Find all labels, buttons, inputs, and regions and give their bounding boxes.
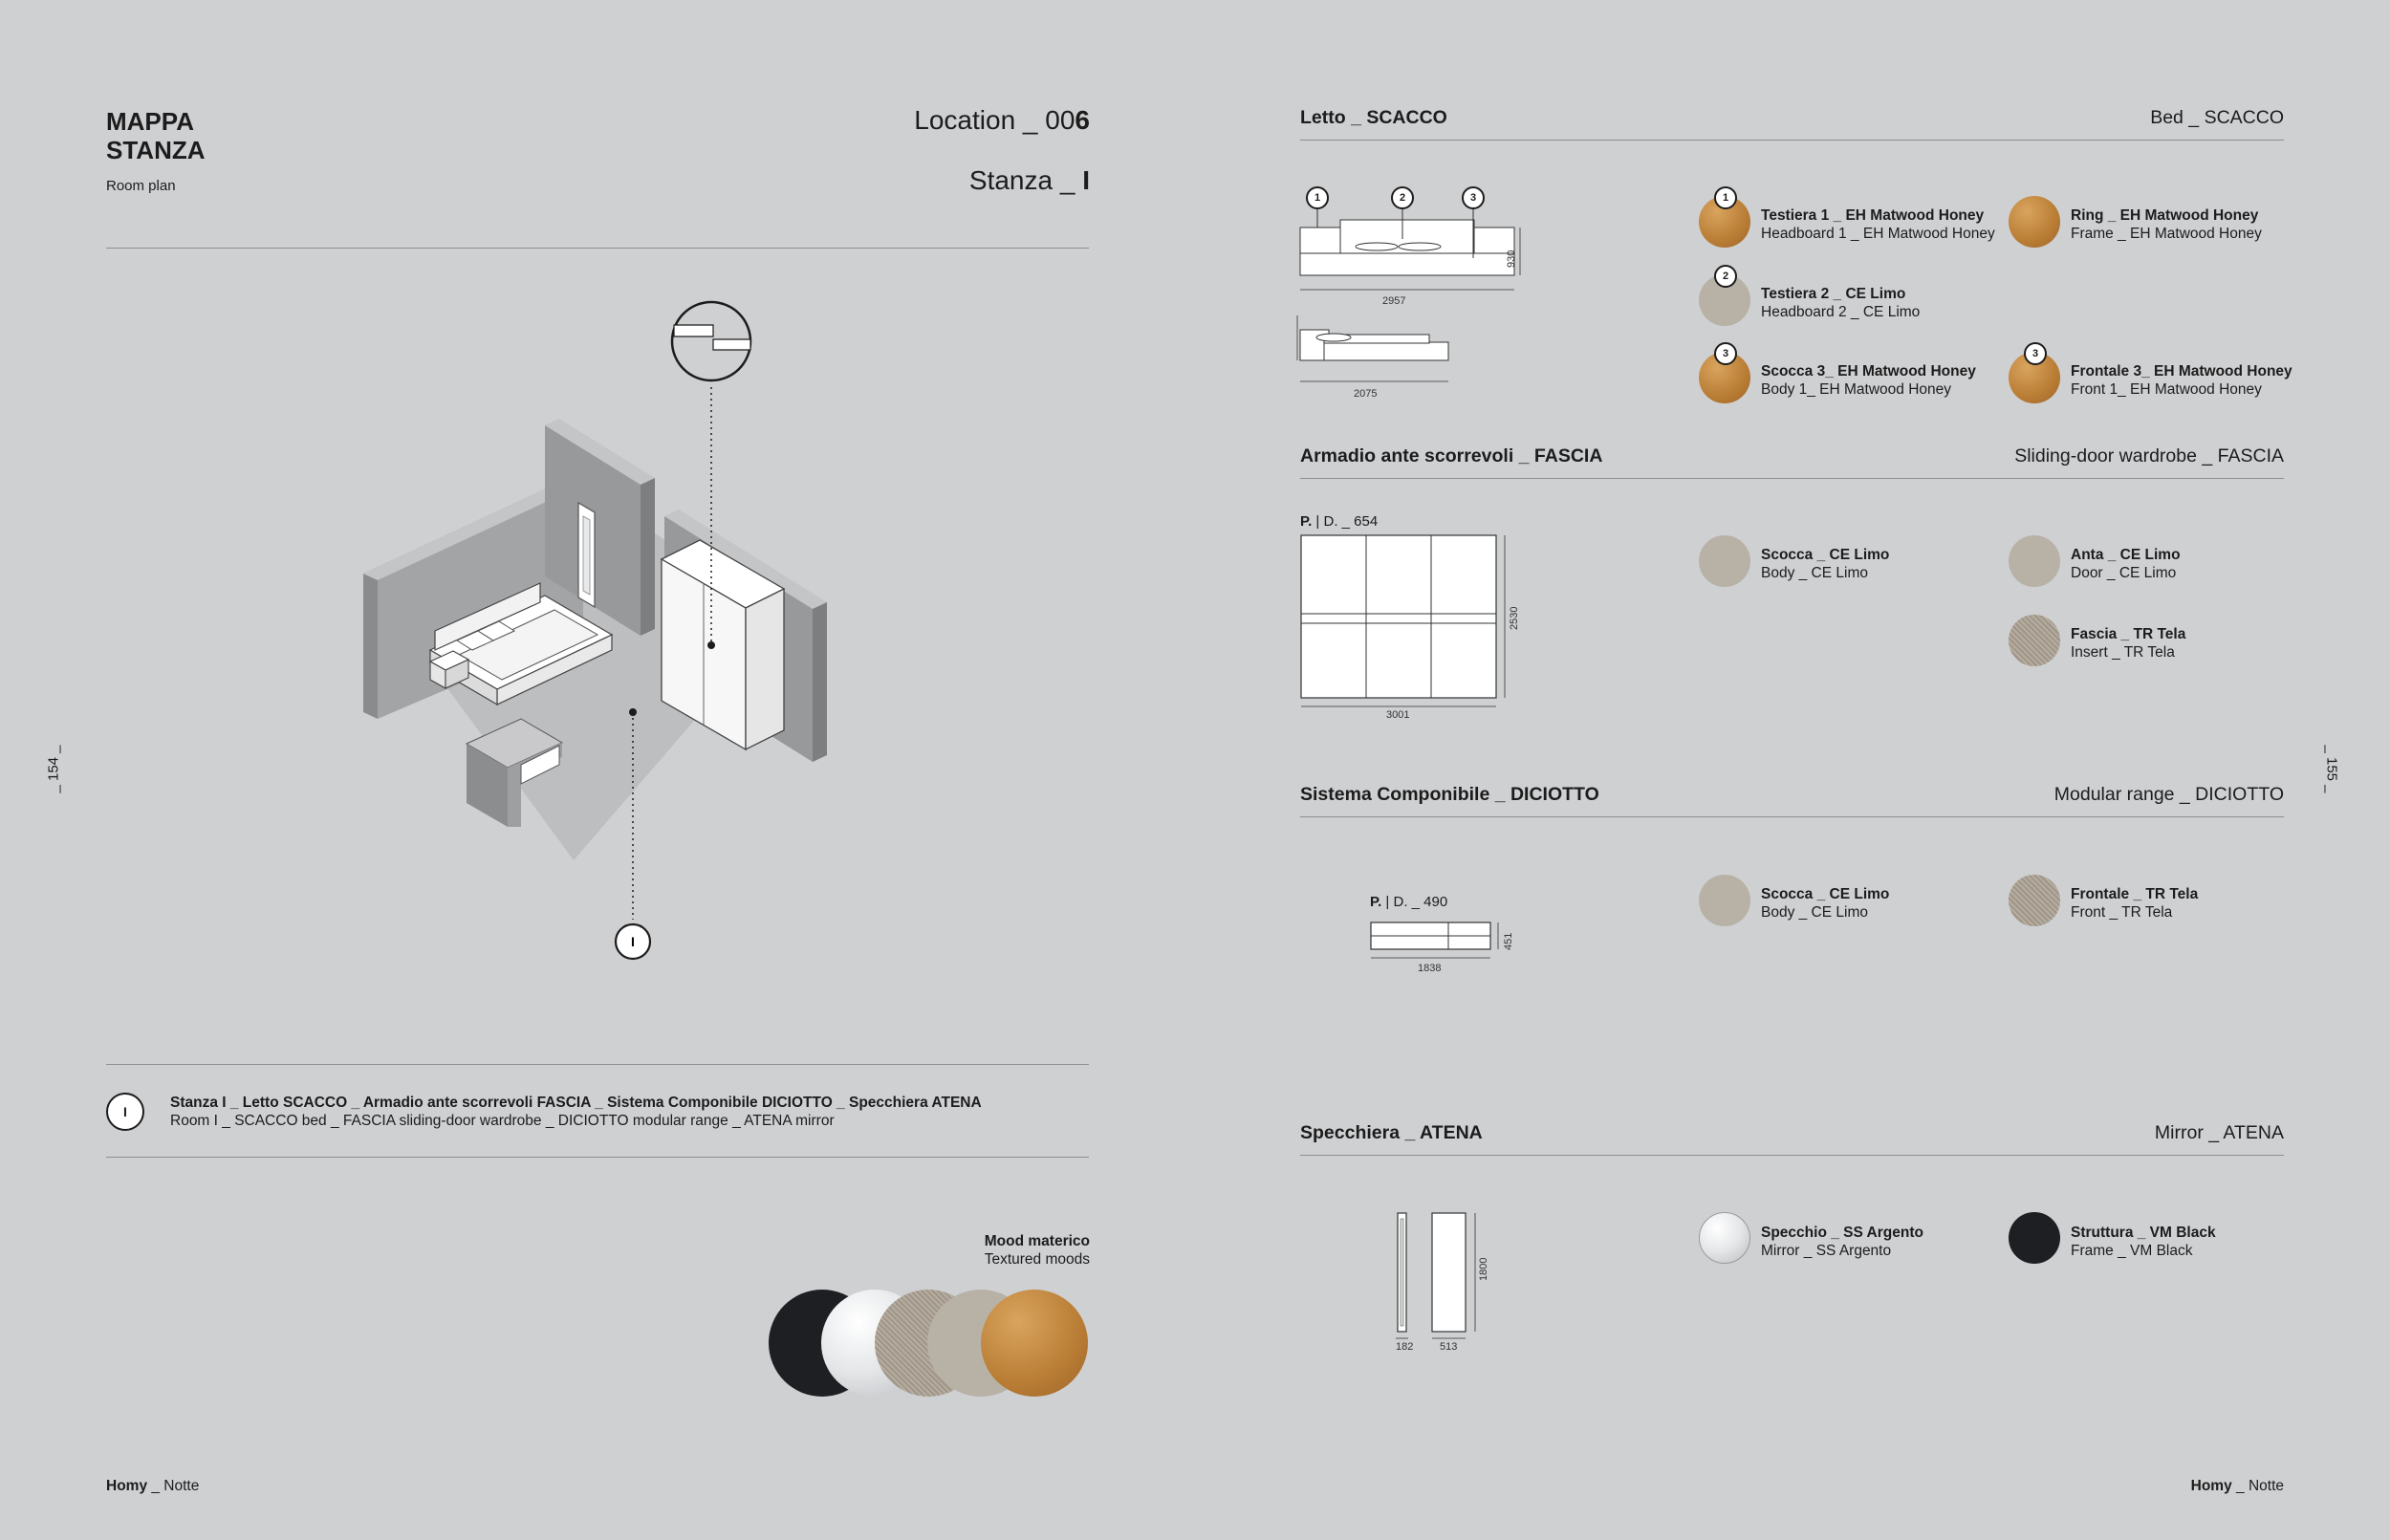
material-sub: Frame _ VM Black: [2071, 1243, 2193, 1259]
location-label: [822, 105, 1090, 136]
wardrobe-dim-width: 3001: [1386, 709, 1410, 721]
wardrobe-depth: [1300, 513, 1378, 530]
swatch-mirror-struttura: [2009, 1212, 2060, 1264]
material-name: Specchio _ SS Argento: [1761, 1225, 1923, 1241]
mood-swatch-wood: [981, 1290, 1088, 1397]
room-marker-label: I: [631, 934, 635, 949]
modular-divider: [1300, 816, 2284, 817]
swatch-wardrobe-fascia: [2009, 615, 2060, 666]
material-sub: Door _ CE Limo: [2071, 565, 2177, 581]
modular-depth-value: | D. _ 490: [1381, 894, 1448, 910]
page-number-right: _ 155 _: [2323, 745, 2340, 793]
room-label: [822, 165, 1090, 196]
room-id: I: [1082, 165, 1090, 195]
badge-frontale-3: 3: [2024, 342, 2047, 365]
material-sub: Headboard 2 _ CE Limo: [1761, 304, 1921, 320]
material-name: Struttura _ VM Black: [2071, 1225, 2216, 1241]
bed-technical-drawing: [1295, 182, 1534, 401]
modular-depth: [1370, 894, 1447, 910]
material-name: Scocca _ CE Limo: [1761, 886, 1890, 902]
bed-drawing-badge-1: 1: [1306, 186, 1329, 209]
material-sub: Headboard 1 _ EH Matwood Honey: [1761, 226, 1995, 242]
modular-section-title: Sistema Componibile _ DICIOTTO: [1300, 784, 1599, 805]
material-name: Frontale _ TR Tela: [2071, 886, 2199, 902]
mirror-section-title: Specchiera _ ATENA: [1300, 1122, 1483, 1143]
bed-divider: [1300, 140, 2284, 141]
bed-section-title: Letto _ SCACCO: [1300, 107, 1447, 128]
location-prefix: Location _ 00: [914, 105, 1076, 135]
modular-section-title-en: Modular range _ DICIOTTO: [2053, 784, 2284, 805]
bed-dim-height: 930: [1506, 249, 1517, 268]
footer-section-right: _ Notte: [2231, 1478, 2284, 1494]
swatch-wardrobe-scocca: [1699, 535, 1750, 587]
material-name: Ring _ EH Matwood Honey: [2071, 207, 2259, 224]
header-divider: [106, 248, 1089, 249]
bed-drawing-badge-2: 2: [1391, 186, 1414, 209]
mirror-section-title-en: Mirror _ ATENA: [2154, 1122, 2284, 1143]
bed-drawing-badge-3: 3: [1462, 186, 1485, 209]
mirror-dim-depth: 182: [1396, 1341, 1414, 1353]
legend-bottom-divider: [106, 1157, 1089, 1158]
material-name: Testiera 1 _ EH Matwood Honey: [1761, 207, 1985, 224]
room-plan-illustration: [344, 287, 860, 975]
wardrobe-divider: [1300, 478, 2284, 479]
footer-left: [106, 1478, 199, 1495]
mirror-dim-height: 1800: [1478, 1257, 1489, 1281]
swatch-ring: [2009, 196, 2060, 248]
legend-text-en: Room I _ SCACCO bed _ FASCIA sliding-door wardrobe _ DICIOTTO modular range _ ATENA mirror: [170, 1113, 835, 1129]
material-sub: Body 1_ EH Matwood Honey: [1761, 381, 1952, 398]
wardrobe-technical-drawing: [1298, 531, 1518, 713]
page-subtitle: Room plan: [106, 178, 176, 194]
page-number-left: _ 154 _: [45, 745, 62, 793]
material-name: Frontale 3_ EH Matwood Honey: [2071, 363, 2292, 380]
material-name: Fascia _ TR Tela: [2071, 626, 2186, 642]
wardrobe-section-title: Armadio ante scorrevoli _ FASCIA: [1300, 445, 1603, 466]
material-name: Scocca 3_ EH Matwood Honey: [1761, 363, 1976, 380]
badge-scocca-3: 3: [1714, 342, 1737, 365]
wardrobe-section-title-en: Sliding-door wardrobe _ FASCIA: [2014, 445, 2284, 466]
mirror-divider: [1300, 1155, 2284, 1156]
modular-depth-prefix: P.: [1370, 894, 1382, 910]
material-sub: Front _ TR Tela: [2071, 904, 2173, 921]
modular-technical-drawing: [1368, 918, 1521, 965]
page-title: MAPPA STANZA: [106, 107, 206, 164]
mood-title: Mood materico: [984, 1233, 1090, 1249]
material-sub: Mirror _ SS Argento: [1761, 1243, 1892, 1259]
footer-right: [2103, 1478, 2284, 1495]
legend-text-it: Stanza I _ Letto SCACCO _ Armadio ante scorrevoli FASCIA _ Sistema Componibile DICIOTTO _ Specchiera ATENA: [170, 1095, 982, 1111]
wardrobe-dim-height: 2530: [1509, 606, 1520, 630]
modular-dim-height: 451: [1503, 932, 1514, 950]
room-prefix: Stanza _: [968, 165, 1083, 195]
bed-dim-width: 2957: [1382, 295, 1406, 307]
wardrobe-depth-prefix: P.: [1300, 513, 1313, 530]
modular-dim-width: 1838: [1418, 963, 1442, 974]
wardrobe-depth-value: | D. _ 654: [1312, 513, 1379, 530]
badge-testiera-1: 1: [1714, 186, 1737, 209]
badge-testiera-2: 2: [1714, 265, 1737, 288]
swatch-modular-scocca: [1699, 875, 1750, 926]
location-number: 6: [1075, 105, 1090, 135]
material-name: Testiera 2 _ CE Limo: [1761, 286, 1906, 302]
material-sub: Insert _ TR Tela: [2071, 644, 2175, 661]
material-sub: Body _ CE Limo: [1761, 565, 1868, 581]
material-name: Anta _ CE Limo: [2071, 547, 2181, 563]
material-name: Scocca _ CE Limo: [1761, 547, 1890, 563]
bed-dim-side-width: 2075: [1354, 388, 1378, 400]
material-sub: Front 1_ EH Matwood Honey: [2071, 381, 2262, 398]
footer-brand-left: Homy: [106, 1478, 148, 1494]
material-sub: Frame _ EH Matwood Honey: [2071, 226, 2262, 242]
material-sub: Body _ CE Limo: [1761, 904, 1868, 921]
swatch-wardrobe-anta: [2009, 535, 2060, 587]
legend-top-divider: [106, 1064, 1089, 1065]
legend-badge: I: [106, 1093, 144, 1131]
swatch-mirror-specchio: [1699, 1212, 1750, 1264]
swatch-modular-frontale: [2009, 875, 2060, 926]
mirror-dim-width: 513: [1440, 1341, 1458, 1353]
bed-section-title-en: Bed _ SCACCO: [2150, 107, 2284, 128]
mood-subtitle: Textured moods: [984, 1251, 1090, 1268]
footer-section-left: _ Notte: [147, 1478, 200, 1494]
footer-brand-right: Homy: [2190, 1478, 2232, 1494]
